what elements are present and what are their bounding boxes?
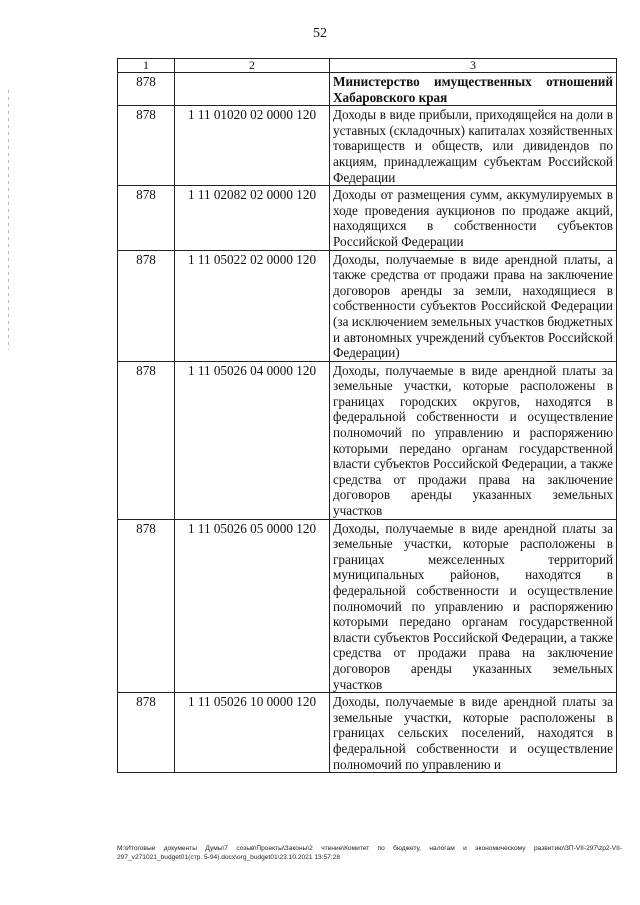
budget-code-cell: 1 11 05026 04 0000 120 (175, 361, 330, 519)
admin-code-cell: 878 (118, 693, 175, 773)
table-row (118, 73, 617, 106)
budget-code-cell (175, 73, 330, 106)
budget-code-cell: 1 11 05026 05 0000 120 (175, 519, 330, 693)
budget-code-cell: 1 11 05022 02 0000 120 (175, 250, 330, 361)
margin-scan-mark (8, 90, 9, 350)
revenue-name-cell: Доходы в виде прибыли, приходящейся на доли в уставных (складочных) капиталах хозяйственных товариществ и обществ, или дивидендов по акциям, принадлежащим субъектам Российской Федерации (330, 106, 617, 186)
admin-code-cell: 878 (118, 519, 175, 693)
revenue-name-cell: Доходы, получаемые в виде арендной платы за земельные участки, которые расположены в границах городских округов, находятся в федеральной собственности и осуществление полномочий по управлению и распоряжению которыми передано органам государственной власти субъектов Российской Федерации, а также средства от продажи права на заключение договоров аренды указанных земельных участков (330, 361, 617, 519)
budget-code-cell: 1 11 05026 10 0000 120 (175, 693, 330, 773)
admin-code-cell: 878 (118, 73, 175, 106)
budget-code-cell: 1 11 02082 02 0000 120 (175, 186, 330, 250)
admin-code-cell: 878 (118, 106, 175, 186)
table-row (118, 250, 617, 361)
table-row (118, 693, 617, 773)
revenue-codes-table (117, 58, 617, 773)
table-row (118, 519, 617, 693)
revenue-name-cell: Доходы, получаемые в виде арендной платы за земельные участки, которые расположены в границах межселенных территорий муниципальных районов, находятся в федеральной собственности и осуществление полномочий по управлению и распоряжению которыми передано органам государственной власти субъектов Российской Федерации, а также средства от продажи права на заключение договоров аренды указанных земельных участков (330, 519, 617, 693)
table-row (118, 361, 617, 519)
budget-code-cell: 1 11 01020 02 0000 120 (175, 106, 330, 186)
table-row (118, 186, 617, 250)
column-number-2: 2 (175, 59, 330, 73)
column-number-row (118, 59, 617, 73)
admin-code-cell: 878 (118, 250, 175, 361)
table-row (118, 106, 617, 186)
admin-code-cell: 878 (118, 361, 175, 519)
revenue-name-cell: Министерство имущественных отношений Хабаровского края (330, 73, 617, 106)
revenue-name-cell: Доходы, получаемые в виде арендной платы, а также средства от продажи права на заключение договоров аренды за земли, находящиеся в собственности субъектов Российской Федерации (за исключением земельных участков бюджетных и автономных учреждений субъектов Российской Федерации) (330, 250, 617, 361)
admin-code-cell: 878 (118, 186, 175, 250)
page-number: 52 (313, 26, 327, 41)
revenue-name-cell: Доходы, получаемые в виде арендной платы за земельные участки, которые расположены в границах сельских поселений, находятся в федеральной собственности и осуществление полномочий по управлению и (330, 693, 617, 773)
column-number-3: 3 (330, 59, 617, 73)
document-path-footer: M:\Итоговые документы Думы\7 созыв\Проекты\Законы\2 чтение\Комитет по бюджету, налогам и экономическому развитию\ЗП-VII-297\zp2-VII-297_v271021_budget01(стр. 5-94).docx\org_budget01\23.10.2021 13:57:28 (117, 845, 622, 861)
revenue-name-cell: Доходы от размещения сумм, аккумулируемых в ходе проведения аукционов по продаже акций, находящихся в собственности субъектов Российской Федерации (330, 186, 617, 250)
column-number-1: 1 (118, 59, 175, 73)
